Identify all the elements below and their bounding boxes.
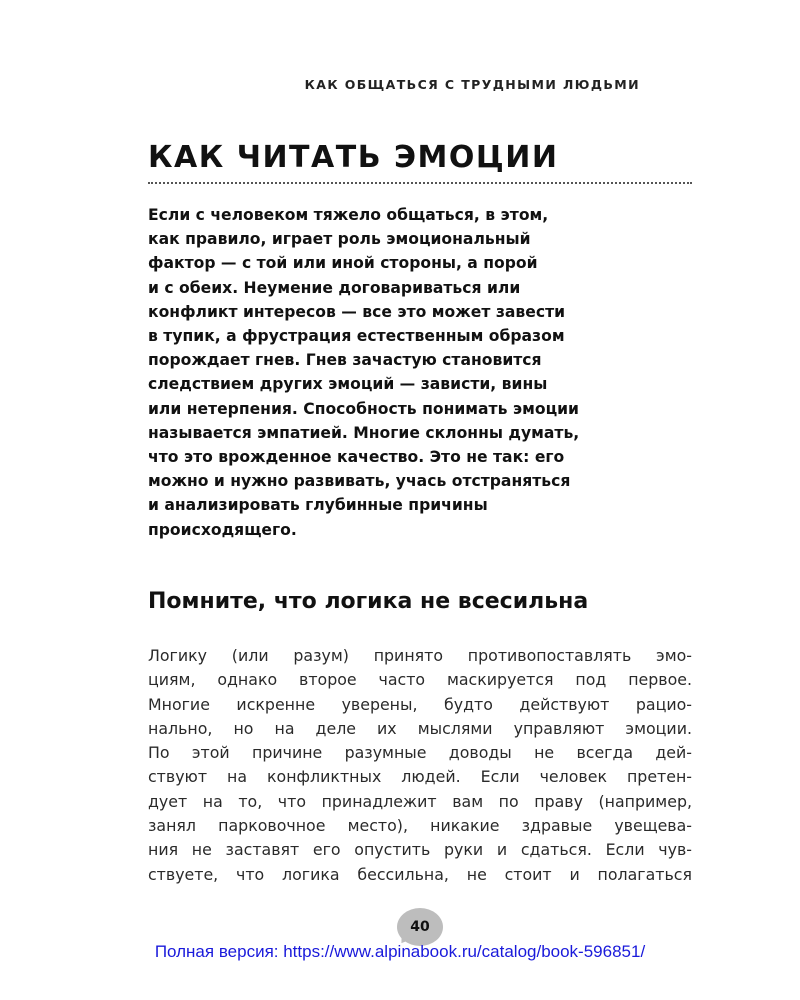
body-line: Многие искренне уверены, будто действуют рацио- xyxy=(148,694,692,714)
lead-line: называется эмпатией. Многие склонны думать, xyxy=(148,423,580,442)
body-line: По этой причине разумные доводы не всегда дей- xyxy=(148,743,692,763)
lead-line: можно и нужно развивать, учась отстраняться xyxy=(148,472,571,491)
subheading: Помните, что логика не всесильна xyxy=(148,589,589,614)
lead-line: конфликт интересов — все это может завести xyxy=(148,302,566,321)
lead-line: Если с человеком тяжело общаться, в этом, xyxy=(148,206,549,224)
dotted-divider xyxy=(148,182,692,184)
lead-line: порождает гнев. Гнев зачастую становится xyxy=(148,351,542,370)
body-line: ния не заставят его опустить руки и сдаться. Если чув- xyxy=(148,840,692,860)
lead-line: или нетерпения. Способность понимать эмоции xyxy=(148,399,579,418)
body-line: циям, однако второе часто маскируется под первое. xyxy=(148,670,692,690)
body-line: ствуете, что логика бессильна, не стоит и полагаться xyxy=(148,864,692,884)
running-head: КАК ОБЩАТЬСЯ С ТРУДНЫМИ ЛЮДЬМИ xyxy=(304,77,640,92)
lead-line: что это врожденное качество. Это не так: его xyxy=(148,448,565,467)
page-number: 40 xyxy=(410,919,430,935)
page-number-bubble xyxy=(397,908,443,946)
body-line: занял парковочное место), никакие здравые увещева- xyxy=(148,816,692,836)
lead-paragraph xyxy=(148,203,668,542)
full-version-link[interactable]: Полная версия: https://www.alpinabook.ru/catalog/book-596851/ xyxy=(154,942,646,961)
lead-line: в тупик, а фрустрация естественным образом xyxy=(148,327,565,346)
body-line: Логику (или разум) принято противопоставлять эмо- xyxy=(148,646,692,665)
body-line: ствуют на конфликтных людей. Если человек претен- xyxy=(148,767,692,787)
lead-line: как правило, играет роль эмоциональный xyxy=(148,230,531,249)
body-paragraph xyxy=(148,644,692,887)
lead-line: и анализировать глубинные причины xyxy=(148,496,488,515)
body-line: дует на то, что принадлежит вам по праву (например, xyxy=(148,791,692,811)
lead-line: происходящего. xyxy=(148,520,297,539)
lead-line: и с обеих. Неумение договариваться или xyxy=(148,278,521,297)
body-line: нально, но на деле их мыслями управляют эмоции. xyxy=(148,718,692,738)
section-title: КАК ЧИТАТЬ ЭМОЦИИ xyxy=(148,140,559,175)
lead-line: фактор — с той или иной стороны, а порой xyxy=(148,254,538,273)
lead-line: следствием других эмоций — зависти, вины xyxy=(148,375,548,394)
